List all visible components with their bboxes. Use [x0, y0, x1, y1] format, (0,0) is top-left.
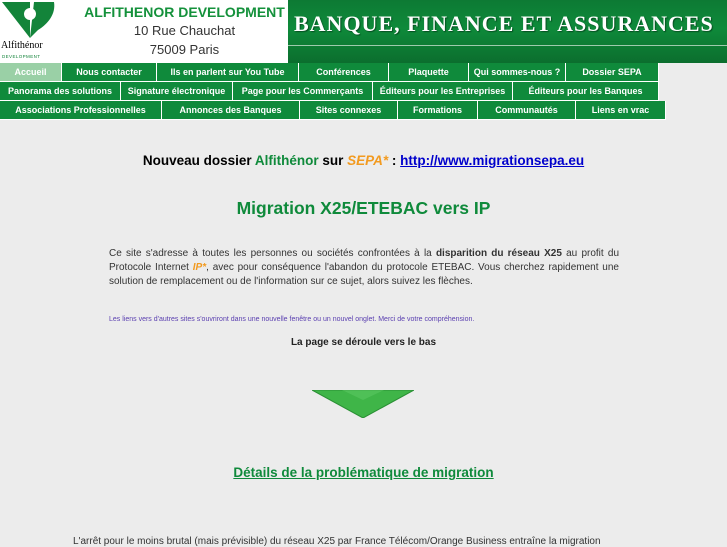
site-logo[interactable]: [0, 0, 56, 62]
nav-row-1: [0, 63, 659, 82]
scroll-hint: La page se déroule vers le bas: [290, 337, 437, 348]
logo-subtitle: DEVELOPMENT: [2, 54, 41, 59]
bottom-paragraph: L'arrêt pour le moins brutal (mais prévisible) du réseau X25 par France Télécom/Orange Business entraîne la migration: [73, 536, 601, 547]
site-header: [0, 0, 727, 63]
nav-item-signature-electronique[interactable]: Signature électronique: [121, 82, 233, 101]
nav-item-qui-sommes-nous[interactable]: Qui sommes-nous ?: [469, 63, 566, 82]
nav-item-annonces-des-banques[interactable]: Annonces des Banques: [162, 101, 300, 120]
banner-title: BANQUE, FINANCE ET ASSURANCES: [294, 11, 714, 36]
headline-separator: :: [388, 153, 401, 168]
nav-item-formations[interactable]: Formations: [398, 101, 478, 120]
intro-ip: IP*: [192, 262, 207, 273]
nav-item-sites-connexes[interactable]: Sites connexes: [300, 101, 398, 120]
headline-mid: sur: [318, 153, 348, 168]
nav-row-3: [0, 101, 666, 120]
intro-text-c: , avec pour conséquence l'abandon du protocole ETEBAC. Vous cherchez rapidement une solution de remplacement ou de l'information sur ce sujet, alors suivez les flèches.: [109, 262, 619, 287]
nav-item-page-pour-les-commercants[interactable]: Page pour les Commerçants: [233, 82, 373, 101]
migration-details-link[interactable]: Détails de la problématique de migration: [233, 465, 494, 480]
nav-item-conferences[interactable]: Conférences: [299, 63, 389, 82]
intro-text-a: Ce site s'adresse à toutes les personnes ou sociétés confrontées à la: [109, 248, 436, 259]
headline-sepa: SEPA*: [347, 153, 389, 168]
company-address: [82, 0, 287, 63]
intro-text-b: au profit du Protocole Internet: [109, 248, 619, 273]
nav-item-dossier-sepa[interactable]: Dossier SEPA: [566, 63, 659, 82]
nav-item-associations-professionnelles[interactable]: Associations Professionnelles: [0, 101, 162, 120]
new-window-note: Les liens vers d'autres sites s'ouvriront dans une nouvelle fenêtre ou un nouvel onglet. Merci de votre compréhension.: [109, 316, 475, 323]
logo-mark-icon: [0, 0, 56, 62]
intro-bold: disparition du réseau X25: [435, 248, 562, 259]
down-arrow-icon: [312, 390, 414, 418]
nav-item-communautes[interactable]: Communautés: [478, 101, 576, 120]
intro-paragraph: [109, 247, 619, 289]
nav-item-liens-en-vrac[interactable]: Liens en vrac: [576, 101, 666, 120]
nav-item-panorama-des-solutions[interactable]: Panorama des solutions: [0, 82, 121, 101]
logo-name: Alfithénor: [1, 40, 43, 51]
company-name: ALFITHENOR DEVELOPMENT: [84, 4, 285, 20]
nav-item-ils-en-parlent-sur-you-tube[interactable]: Ils en parlent sur You Tube: [157, 63, 299, 82]
nav-item-accueil[interactable]: Accueil: [0, 63, 62, 82]
headline-brand: Alfithénor: [254, 153, 319, 168]
nav-item-editeurs-pour-les-banques[interactable]: Éditeurs pour les Banques: [513, 82, 659, 101]
nav-item-editeurs-pour-les-entreprises[interactable]: Éditeurs pour les Entreprises: [373, 82, 513, 101]
nav-item-plaquette[interactable]: Plaquette: [389, 63, 469, 82]
header-banner: [288, 0, 727, 63]
nav-item-nous-contacter[interactable]: Nous contacter: [62, 63, 157, 82]
page-title: Migration X25/ETEBAC vers IP: [236, 198, 491, 218]
address-street: 10 Rue Chauchat: [133, 23, 236, 38]
address-city: 75009 Paris: [149, 42, 220, 57]
headline-prefix: Nouveau dossier: [142, 153, 255, 168]
banner-divider: [288, 45, 727, 46]
nav-row-2: [0, 82, 659, 101]
sepa-headline: [0, 153, 727, 168]
sepa-link[interactable]: http://www.migrationsepa.eu: [400, 153, 585, 168]
